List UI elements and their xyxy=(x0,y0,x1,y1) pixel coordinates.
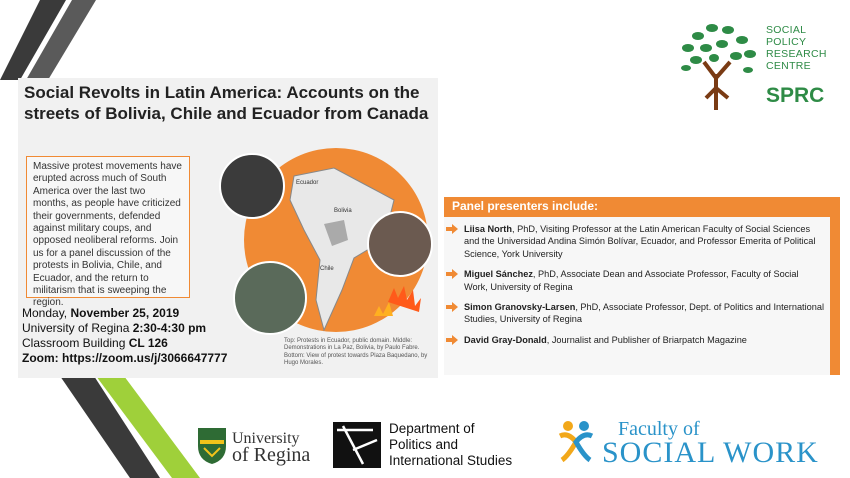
event-date-line: Monday, November 25, 2019 xyxy=(22,306,180,320)
uofr-name: University of Regina xyxy=(232,430,311,466)
tree-icon xyxy=(676,18,762,114)
presenter-item: Miguel Sánchez, PhD, Associate Dean and Associate Professor, Faculty of Social Work, University of Regina xyxy=(444,268,824,293)
flyer-title: Social Revolts in Latin America: Accounts on the streets of Bolivia, Chile and Ecuador from Canada xyxy=(24,83,429,123)
map-label-chile: Chile xyxy=(320,266,334,272)
presenter-item: Simon Granovsky-Larsen, PhD, Associate Professor, Dept. of Politics and International Studies, University of Regina xyxy=(444,301,824,326)
fsw-line2: SOCIAL WORK xyxy=(602,436,819,469)
arrow-icon xyxy=(446,335,458,345)
event-zoom-link[interactable]: Zoom: https://zoom.us/j/3066647777 xyxy=(22,351,228,365)
presenters-title: Panel presenters include: xyxy=(452,199,599,213)
presenter-item: Liisa North, PhD, Visiting Professor at the Latin American Faculty of Social Sciences and the Universidad Andina Simón Bolívar, Ecuador, and Professor Emerita of Political Science, York University xyxy=(444,223,824,260)
faculty-of-social-work-logo xyxy=(556,418,840,469)
event-room-line: Classroom Building CL 126 xyxy=(22,336,168,350)
politics-department-logo xyxy=(333,420,533,470)
panel-presenters xyxy=(444,197,840,375)
arrow-icon xyxy=(446,269,458,279)
sprc-name: SOCIAL POLICY RESEARCH CENTRE xyxy=(766,24,827,72)
map-label-bolivia: Bolivia xyxy=(334,208,352,214)
arrow-icon xyxy=(446,224,458,234)
sprc-logo xyxy=(676,18,846,118)
presenters-list xyxy=(444,223,824,354)
presenters-header xyxy=(444,197,840,217)
university-of-regina-logo xyxy=(196,426,326,470)
event-description: Massive protest movements have erupted across much of South America over the last two months, as people have criticized their governments, defended against military coups, and opposed neoliberal reforms. Join us for a panel discussion of the protests in Bolivia, Chile, and Ecuador, and the return to militarism that is sweeping the region. xyxy=(26,156,190,298)
dpis-name: Department of Politics and International Studies xyxy=(389,421,513,468)
shield-icon xyxy=(196,426,228,466)
fsw-line1: Faculty of xyxy=(618,418,700,440)
arrow-icon xyxy=(446,302,458,312)
presenters-accent-bar xyxy=(830,197,840,375)
event-details xyxy=(22,306,262,366)
department-emblem-icon xyxy=(333,420,383,470)
photo-caption: Top: Protests in Ecuador, public domain. Middle: Demonstrations in La Paz, Bolivia, by Paulo Fabre. Bottom: View of protest towards Plaza Baquedano, by Hugo Morales. xyxy=(284,338,428,367)
presenter-item: David Gray-Donald, Journalist and Publisher of Briarpatch Magazine xyxy=(444,334,824,346)
map-label-ecuador: Ecuador xyxy=(296,180,319,186)
event-flyer xyxy=(18,78,438,378)
sprc-acronym: SPRC xyxy=(766,84,825,107)
people-icon xyxy=(556,418,596,462)
event-venue-line: University of Regina 2:30-4:30 pm xyxy=(22,321,207,335)
